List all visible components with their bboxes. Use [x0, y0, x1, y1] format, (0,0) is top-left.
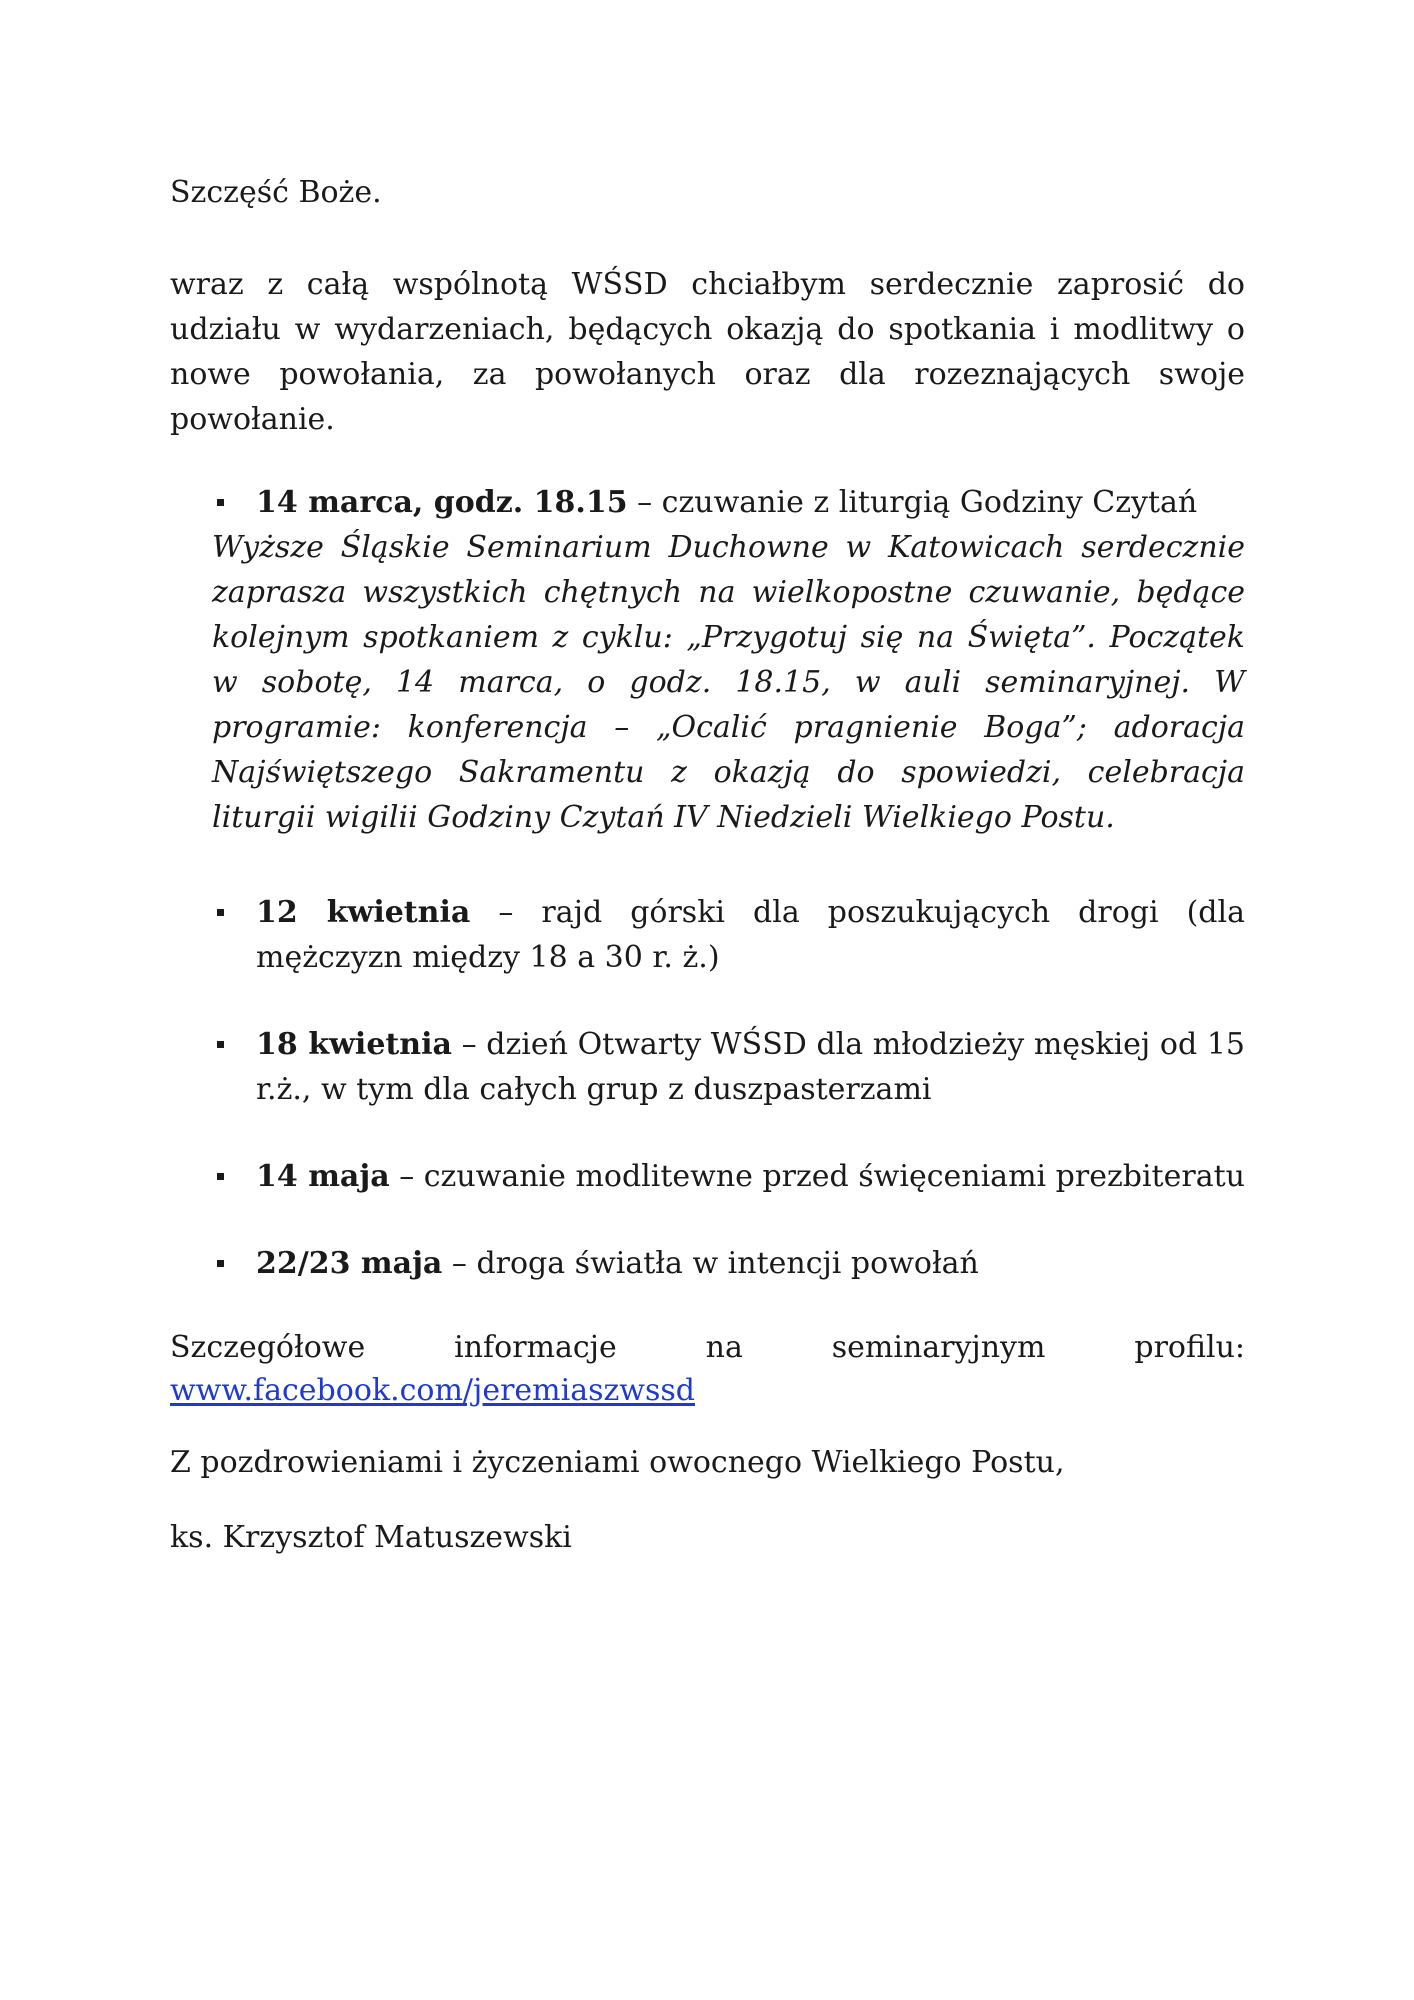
- event-date: 14 marca, godz. 18.15: [256, 485, 628, 520]
- event-text: – czuwanie modlitewne przed święceniami prezbiteratu: [389, 1159, 1245, 1194]
- greeting: Szczęść Boże.: [170, 175, 382, 210]
- event-date: 22/23 maja: [256, 1246, 443, 1281]
- intro-paragraph: wraz z całą wspólnotą WŚSD chciałbym serdecznie zaprosić do udziału w wydarzeniach, będących okazją do spotkania i modlitwy o nowe powołania, za powołanych oraz dla rozeznających swoje powołanie.: [170, 267, 1245, 437]
- bullet-icon: [217, 499, 224, 506]
- bullet-icon: [217, 1173, 224, 1180]
- event-text: – droga światła w intencji powołań: [442, 1246, 979, 1281]
- event-date: 12 kwietnia: [256, 895, 471, 930]
- event-description: Wyższe Śląskie Seminarium Duchowne w Katowicach serdecznie zaprasza wszystkich chętnych na wielkopostne czuwanie, będące kolejnym spotkaniem z cyklu: „Przygotuj się na Święta”. Początek w sobotę, 14 marca, o godz. 18.15, w auli seminaryjnej. W programie: konferencja – „Ocalić pragnienie Boga”; adoracja Najświętszego Sakramentu z okazją do spowiedzi, celebracja liturgii wigilii Godziny Czytań IV Niedzieli Wielkiego Postu.: [212, 530, 1245, 835]
- bullet-icon: [217, 1041, 224, 1048]
- event-item: [170, 1154, 1245, 1199]
- event-line: [256, 1241, 1245, 1286]
- event-text: – rajd górski dla poszukujących drogi (dla mężczyzn między 18 a 30 r. ż.): [256, 895, 1245, 975]
- letter-page: [170, 170, 1245, 1560]
- event-line: [256, 890, 1245, 980]
- event-date: 14 maja: [256, 1159, 390, 1194]
- details-text: Szczegółowe informacje na seminaryjnym profilu:: [170, 1330, 1245, 1365]
- event-line: [256, 1154, 1245, 1199]
- bullet-icon: [217, 1260, 224, 1267]
- event-item: [170, 1241, 1245, 1286]
- event-date: 18 kwietnia: [256, 1027, 452, 1062]
- event-item: [170, 1022, 1245, 1112]
- event-item: [170, 890, 1245, 980]
- event-text: – czuwanie z liturgią Godziny Czytań: [627, 485, 1198, 520]
- event-line: [256, 1022, 1245, 1112]
- bullet-icon: [217, 909, 224, 916]
- closing-text: Z pozdrowieniami i życzeniami owocnego Wielkiego Postu,: [170, 1445, 1065, 1480]
- facebook-link[interactable]: www.facebook.com/jeremiaszwssd: [170, 1373, 695, 1408]
- event-text: – dzień Otwarty WŚSD dla młodzieży męskiej od 15 r.ż., w tym dla całych grup z duszpasterzami: [256, 1027, 1245, 1107]
- signature: ks. Krzysztof Matuszewski: [170, 1520, 572, 1555]
- events-list: [170, 480, 1245, 1286]
- event-line: [256, 480, 1245, 525]
- event-item: [170, 480, 1245, 840]
